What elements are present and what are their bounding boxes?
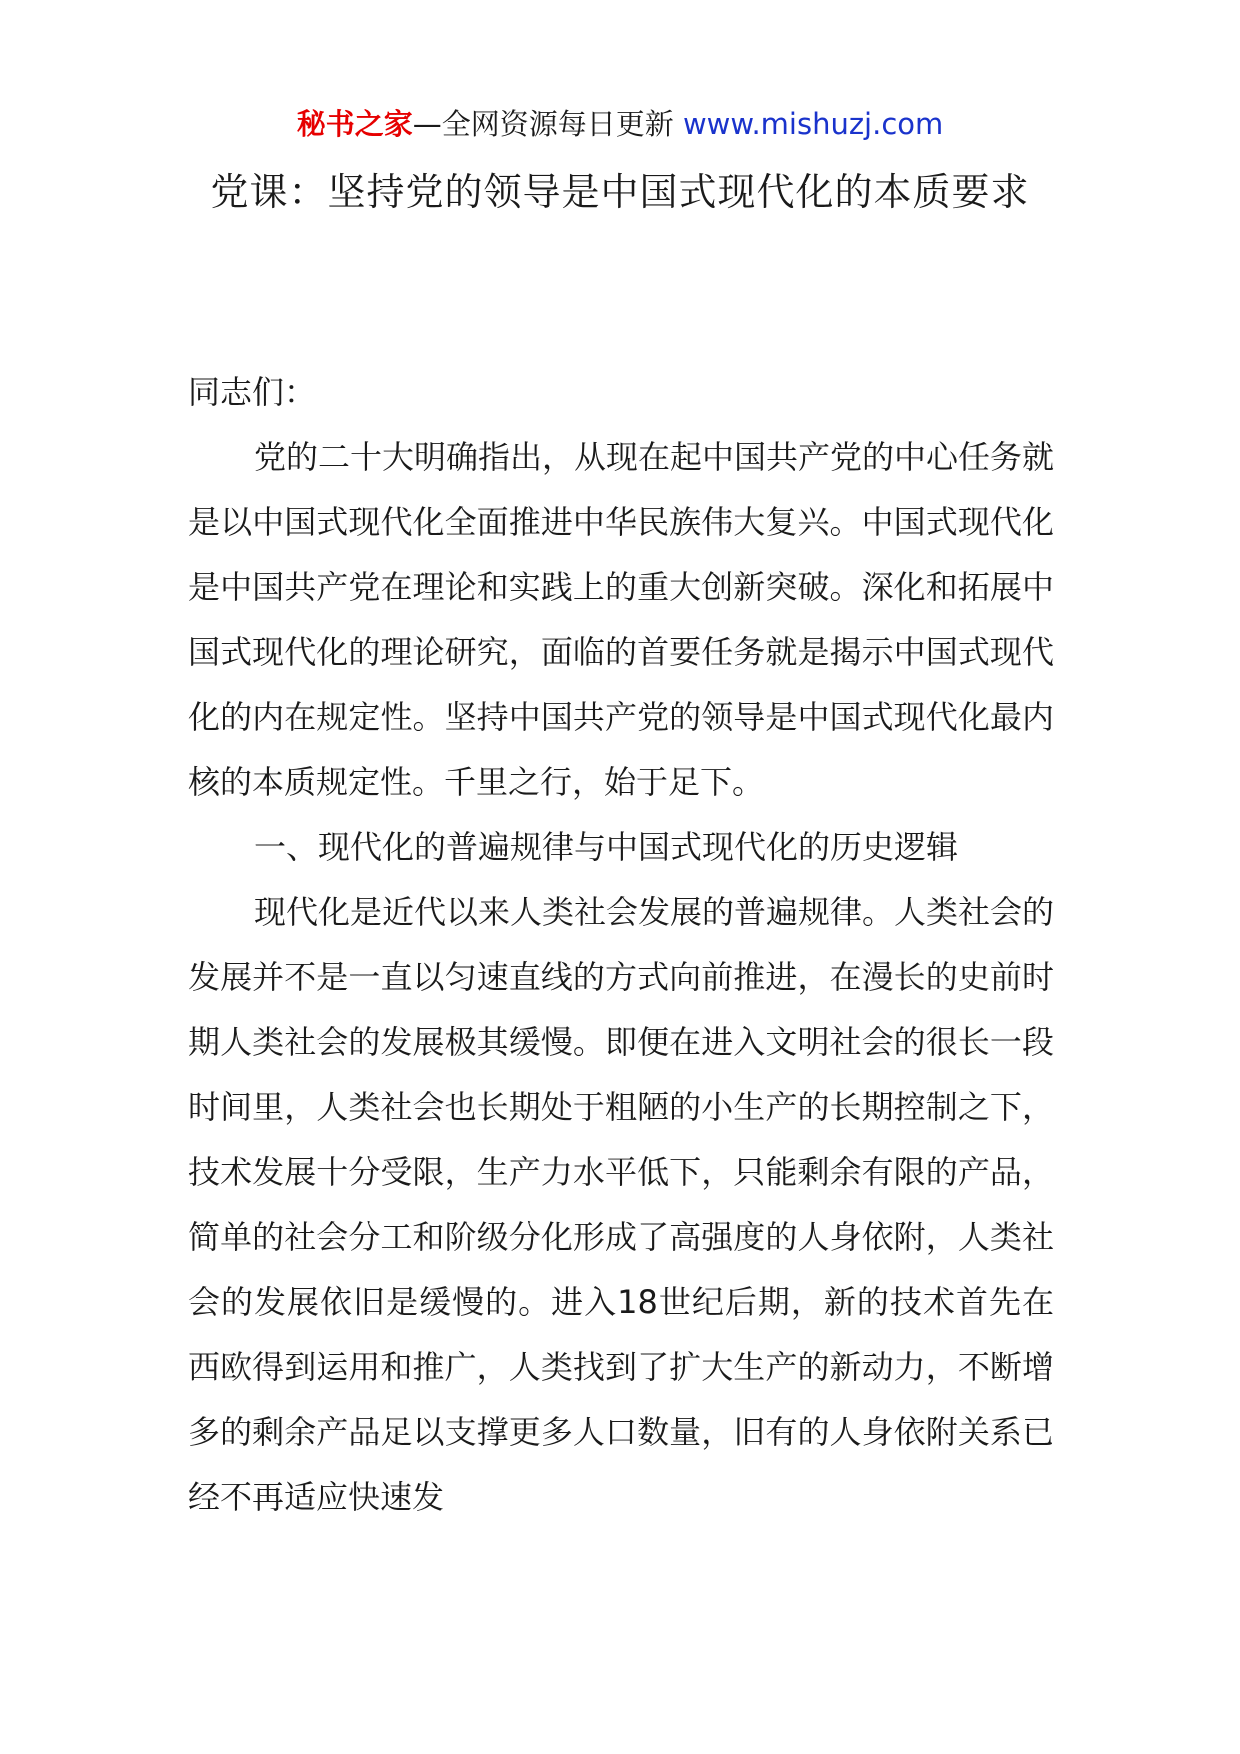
section-heading: 一、现代化的普遍规律与中国式现代化的历史逻辑 (254, 828, 959, 866)
paragraph-history: 现代化是近代以来人类社会发展的普遍规律。人类社会的发展并不是一直以匀速直线的方式向前推进，在漫长的史前时期人类社会的发展极其缓慢。即便在进入文明社会的很长一段时间里，人类社会也长期处于粗陋的小生产的长期控制之下，技术发展十分受限，生产力水平低下，只能剩余有限的产品，简单的社会分工和阶级分化形成了高强度的人身依附，人类社会的发展依旧是缓慢的。进入18世纪后期，新的技术首先在西欧得到运用和推广，人类找到了扩大生产的新动力，不断增多的剩余产品足以支撑更多人口数量，旧有的人身依附关系已经不再适应快速发 (188, 893, 1055, 1516)
brand-name: 秘书之家 (296, 107, 413, 141)
paragraph-intro: 党的二十大明确指出，从现在起中国共产党的中心任务就是以中国式现代化全面推进中华民族伟大复兴。中国式现代化是中国共产党在理论和实践上的重大创新突破。深化和拓展中国式现代化的理论研究，面临的首要任务就是揭示中国式现代化的内在规定性。坚持中国共产党的领导是中国式现代化最内核的本质规定性。千里之行，始于足下。 (188, 438, 1055, 801)
document-title: 党课：坚持党的领导是中国式现代化的本质要求 (210, 170, 1030, 214)
document-body (188, 360, 1054, 1530)
site-url[interactable]: www.mishuzj.com (682, 107, 944, 141)
watermark-header (0, 104, 1240, 144)
header-slogan: —全网资源每日更新 (412, 107, 683, 141)
salutation: 同志们： (188, 373, 317, 411)
